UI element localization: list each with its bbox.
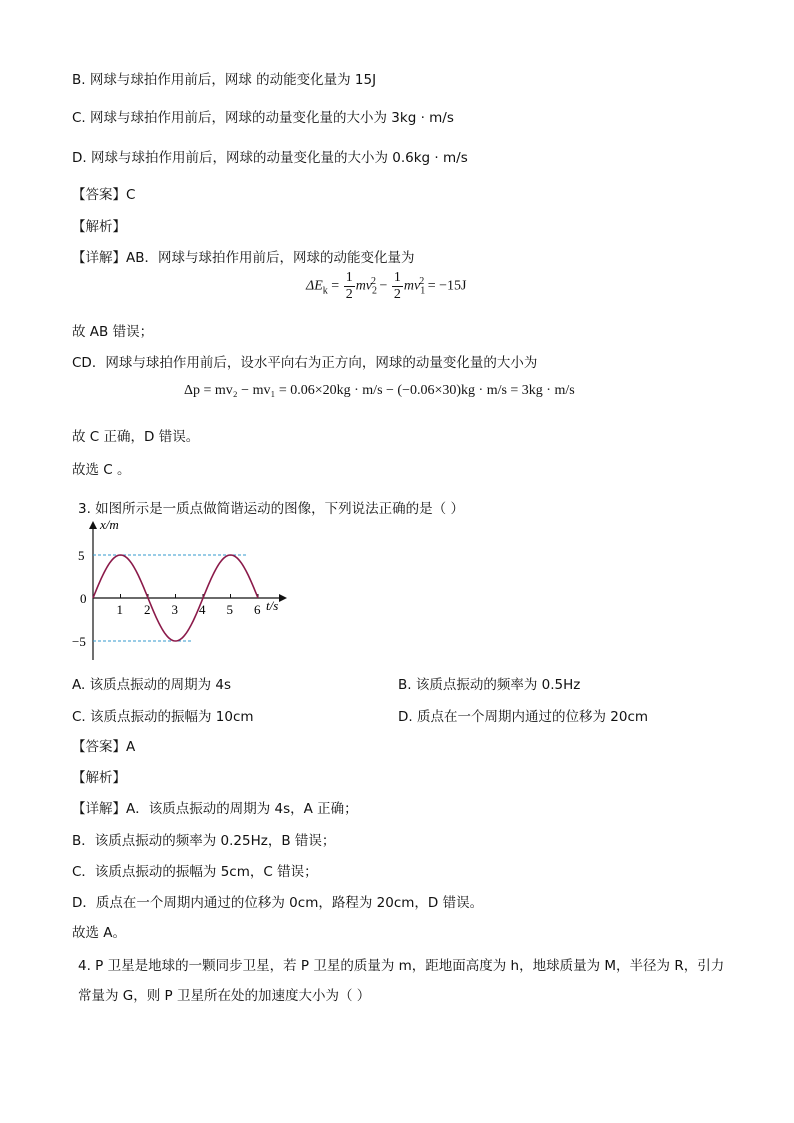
kinetic-energy-equation: $\Delta E_k$ = $\frac{1}{2}$ $mv_2^2$ − $\frac{1}{2}$ $mv_1^2 = -15J$ bbox=[306, 270, 467, 302]
q3-option-b: B. 该质点振动的频率为 0.5Hz bbox=[398, 677, 581, 693]
q3-detail-c: C．该质点振动的振幅为 5cm，C 错误； bbox=[72, 864, 318, 880]
shm-displacement-chart bbox=[70, 515, 300, 665]
question-4-line-2: 常量为 G，则 P 卫星所在处的加速度大小为（ ） bbox=[78, 988, 371, 1004]
conclusion-cd: 故 C 正确，D 错误。 bbox=[72, 429, 200, 445]
x-axis-arrow bbox=[279, 594, 287, 602]
x-tick-label: 4 bbox=[199, 602, 206, 617]
q3-detail-b: B．该质点振动的频率为 0.25Hz，B 错误； bbox=[72, 833, 336, 849]
x-tick-label: 3 bbox=[171, 602, 178, 617]
option-d: D. 网球与球拍作用前后，网球的动量变化量的大小为 0.6kg · m/s bbox=[72, 150, 468, 166]
origin-label: 0 bbox=[80, 591, 87, 606]
q3-option-d: D. 质点在一个周期内通过的位移为 20cm bbox=[398, 709, 649, 725]
choose-c: 故选 C 。 bbox=[72, 462, 131, 478]
q3-option-c: C. 该质点振动的振幅为 10cm bbox=[72, 709, 254, 725]
y-tick-label: 5 bbox=[78, 548, 85, 563]
x-tick-label: 6 bbox=[254, 602, 261, 617]
q3-analysis-label: 【解析】 bbox=[72, 770, 126, 786]
option-c: C. 网球与球拍作用前后，网球的动量变化量的大小为 3kg · m/s bbox=[72, 110, 454, 126]
option-b: B. 网球与球拍作用前后，网球 的动能变化量为 15J bbox=[72, 72, 377, 88]
conclusion-ab: 故 AB 错误； bbox=[72, 324, 154, 340]
y-axis-label: x/m bbox=[100, 517, 119, 532]
detail-cd: CD．网球与球拍作用前后，设水平向右为正方向，网球的动量变化量的大小为 bbox=[72, 355, 538, 371]
x-tick-label: 2 bbox=[144, 602, 151, 617]
answer-label: 【答案】C bbox=[72, 187, 136, 203]
q3-answer-label: 【答案】A bbox=[72, 739, 136, 755]
detail-ab: 【详解】AB．网球与球拍作用前后，网球的动能变化量为 bbox=[72, 250, 415, 266]
q3-choose: 故选 A。 bbox=[72, 925, 127, 941]
y-axis-arrow bbox=[89, 521, 97, 529]
x-tick-label: 5 bbox=[226, 602, 233, 617]
q3-detail-a: 【详解】A．该质点振动的周期为 4s，A 正确； bbox=[72, 801, 358, 817]
momentum-equation: Δp = mv₂ − mv₁ = 0.06×20kg · m/s − (−0.06×30)kg · m/s = 3kg · m/s bbox=[184, 383, 575, 398]
q3-detail-d: D．质点在一个周期内通过的位移为 0cm，路程为 20cm，D 错误。 bbox=[72, 895, 484, 911]
x-tick-label: 1 bbox=[116, 602, 123, 617]
question-4-line-1: 4. P 卫星是地球的一颗同步卫星，若 P 卫星的质量为 m，距地面高度为 h，地球质量为 M，半径为 R，引力 bbox=[78, 958, 725, 974]
analysis-label: 【解析】 bbox=[72, 219, 126, 235]
x-axis-label: t/s bbox=[266, 598, 279, 613]
q3-option-a: A. 该质点振动的周期为 4s bbox=[72, 677, 231, 693]
question-3-stem: 3. 如图所示是一质点做简谐运动的图像，下列说法正确的是（ ） bbox=[78, 501, 464, 517]
y-tick-label: −5 bbox=[72, 634, 86, 649]
